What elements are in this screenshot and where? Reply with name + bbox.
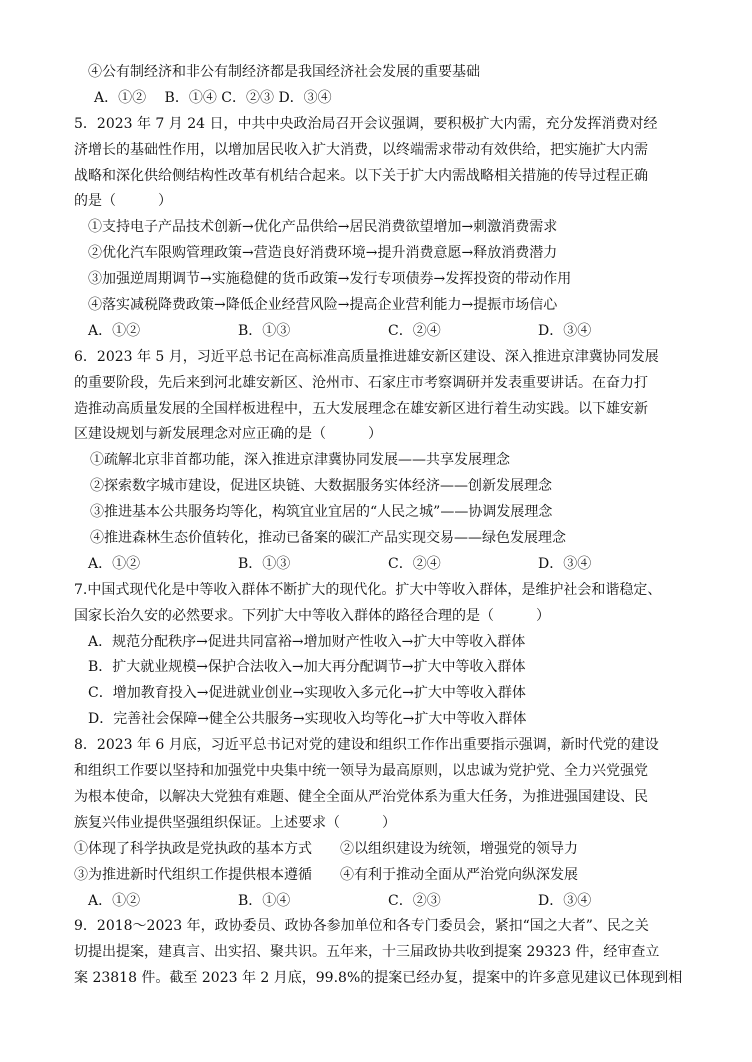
q7-option-d: D．完善社会保障→健全公共服务→实现收入均等化→扩大中等收入群体: [88, 711, 527, 728]
question-9: [74, 914, 714, 992]
q5-option-c: C．②④: [388, 322, 441, 339]
q4-item-4: ④公有制经济和非公有制经济都是我国经济社会发展的重要基础: [88, 64, 480, 80]
q8-stem-line: 族复兴伟业提供坚强组织保证。上述要求（ ）: [74, 814, 396, 831]
q9-stem-line: 切提出提案，建真言、出实招、聚共识。五年来，十三届政协共收到提案 29323 件，经审查立: [74, 944, 660, 961]
q5-item: ①支持电子产品技术创新→优化产品供给→居民消费欲望增加→刺激消费需求: [88, 219, 558, 236]
q5-item: ③加强逆周期调节→实施稳健的货币政策→发行专项债券→发挥投资的带动作用: [88, 271, 572, 288]
q8-option-a: A．①②: [88, 892, 141, 909]
exam-page: [74, 60, 714, 992]
q7-stem-line: 7.中国式现代化是中等收入群体不断扩大的现代化。扩大中等收入群体，是维护社会和谐稳定、: [74, 581, 662, 598]
question-8: [74, 733, 714, 914]
q4-options: A．①② B．①④ C．②③ D．③④: [94, 89, 332, 106]
q7-option-a: A．规范分配秩序→促进共同富裕→增加财产性收入→扩大中等收入群体: [88, 633, 526, 650]
q8-option-d: D．③④: [538, 892, 592, 909]
q8-option-c: C．②③: [388, 892, 441, 909]
q8-stem-line: 8．2023 年 6 月底，习近平总书记对党的建设和组织工作作出重要指示强调，新时代党的建设: [74, 737, 659, 754]
q6-option-c: C．②④: [388, 555, 441, 572]
q8-options: [74, 889, 714, 915]
q7-stem-line: 国家长治久安的必然要求。下列扩大中等收入群体的路径合理的是（ ）: [74, 607, 550, 624]
q6-option-d: D．③④: [538, 555, 592, 572]
q6-item: ③推进基本公共服务均等化，构筑宜业宜居的“人民之城”——协调发展理念: [90, 504, 553, 521]
q9-stem-line: 9．2018～2023 年，政协委员、政协各参加单位和各专门委员会，紧扣“国之大者”、民之关: [74, 918, 649, 935]
q5-stem-line: 济增长的基础性作用，以增加居民收入扩大消费，以终端需求带动有效供给，把实施扩大内需: [74, 141, 648, 158]
q8-option-b: B．①④: [238, 892, 291, 909]
q5-option-d: D．③④: [538, 322, 592, 339]
q6-option-b: B．①③: [238, 555, 291, 572]
q6-stem-line: 造推动高质量发展的全国样板进程中，五大发展理念在雄安新区进行着生动实践。以下雄安新: [74, 400, 648, 417]
q6-item: ①疏解北京非首都功能，深入推进京津冀协同发展——共享发展理念: [90, 452, 510, 469]
q7-option-b: B．扩大就业规模→保护合法收入→加大再分配调节→扩大中等收入群体: [88, 659, 526, 676]
q5-item: ④落实减税降费政策→降低企业经营风险→提高企业营利能力→提振市场信心: [88, 297, 558, 314]
q6-item: ④推进森林生态价值转化，推动已备案的碳汇产品实现交易——绿色发展理念: [90, 530, 566, 547]
q9-stem-line: 案 23818 件。截至 2023 年 2 月底，99.8%的提案已经办复，提案中的许多意见建议已体现到相: [74, 970, 683, 987]
q6-option-a: A．①②: [88, 555, 141, 572]
q6-stem-line: 6．2023 年 5 月，习近平总书记在高标准高质量推进雄安新区建设、深入推进京津冀协同发展: [74, 348, 659, 365]
q5-stem-line: 战略和深化供给侧结构性改革有机结合起来。以下关于扩大内需战略相关措施的传导过程正确: [74, 167, 648, 184]
q8-stem-line: 和组织工作要以坚持和加强党中央集中统一领导为最高原则，以忠诚为党护党、全力兴党强党: [74, 763, 648, 780]
q5-option-b: B．①③: [238, 322, 291, 339]
question-7: [74, 578, 714, 733]
q5-item: ②优化汽车限购管理政策→营造良好消费环境→提升消费意愿→释放消费潜力: [88, 245, 558, 262]
q6-options: [74, 552, 714, 578]
q5-stem-line: 5．2023 年 7 月 24 日，中共中央政治局召开会议强调，要积极扩大内需，充分发挥消费对经: [74, 115, 658, 132]
q5-stem-line: 的是（ ）: [74, 193, 172, 210]
q8-items-row: ③为推进新时代组织工作提供根本遵循 ④有利于推动全面从严治党向纵深发展: [74, 866, 578, 883]
q8-items-row: ①体现了科学执政是党执政的基本方式 ②以组织建设为统领，增强党的领导力: [74, 840, 578, 857]
q6-item: ②探索数字城市建设，促进区块链、大数据服务实体经济——创新发展理念: [90, 478, 552, 495]
question-5: [74, 112, 714, 345]
q7-option-c: C．增加教育投入→促进就业创业→实现收入多元化→扩大中等收入群体: [88, 685, 526, 702]
q5-option-a: A．①②: [88, 322, 141, 339]
q6-stem-line: 的重要阶段，先后来到河北雄安新区、沧州市、石家庄市考察调研并发表重要讲话。在奋力打: [74, 374, 648, 391]
q5-options: [74, 319, 714, 345]
q8-stem-line: 为根本使命，以解决大党独有难题、健全全面从严治党体系为重大任务，为推进强国建设、民: [74, 788, 648, 805]
q6-stem-line: 区建设规划与新发展理念对应正确的是（ ）: [74, 426, 382, 443]
question-6: [74, 345, 714, 578]
